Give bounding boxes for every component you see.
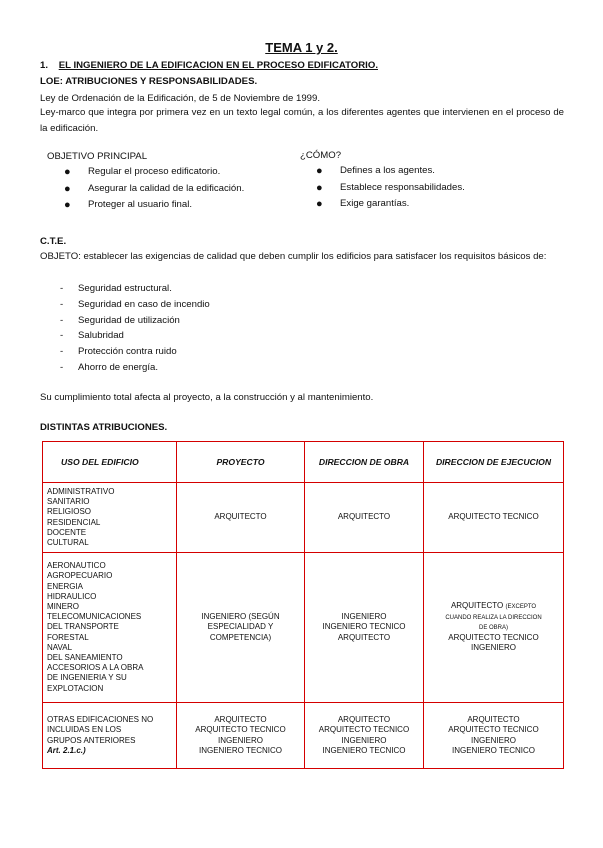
como-heading: ¿CÓMO? [300,150,342,161]
uso-cell: AERONAUTICO AGROPECUARIO ENERGIA HIDRAULICO MINERO TELECOMUNICACIONES DEL TRANSPORTE FORESTAL NAVAL DEL SANEAMIENTO ACCESORIOS A LA OBRA DE INGENIERIA Y SU EXPLOTACION [43,553,177,703]
list-item: ● Regular el proceso edificatorio. [64,164,244,181]
bullet-icon: ● [64,199,71,211]
uso-cell: ADMINISTRATIVO SANITARIO RELIGIOSO RESIDENCIAL DOCENTE CULTURAL [43,483,177,553]
atribuciones-heading: DISTINTAS ATRIBUCIONES. [40,422,168,433]
table-row [43,553,564,703]
proyecto-cell: INGENIERO (SEGÚN ESPECIALIDAD Y COMPETENCIA) [177,553,305,703]
list-item: - Ahorro de energía. [60,361,159,373]
direccion-ejecucion-cell: ARQUITECTO (EXCEPTO CUANDO REALIZA LA DIRECCION DE OBRA) ARQUITECTO TECNICO INGENIERO [424,553,564,703]
list-item: - Salubridad [60,330,124,342]
list-item: ● Establece responsabilidades. [316,180,465,197]
list-item: ● Proteger al usuario final. [64,197,244,214]
section-title: EL INGENIERO DE LA EDIFICACION EN EL PROCESO EDIFICATORIO. [58,60,378,71]
direccion-ejecucion-cell: ARQUITECTO TECNICO [424,483,564,553]
bullet-icon: ● [64,182,71,195]
table-header-row [43,442,564,483]
loe-heading [40,76,257,88]
atribuciones-table [42,441,564,769]
list-item: - Protección contra ruido [60,346,177,358]
bullet-icon: ● [64,166,71,178]
list-item: ● Defines a los agentes. [316,163,465,180]
list-item: - Seguridad en caso de incendio [60,298,210,310]
header-proyecto: PROYECTO [177,442,305,483]
header-direccion-ejecucion: DIRECCION DE EJECUCION [424,442,564,483]
header-direccion-obra: DIRECCION DE OBRA [305,442,424,483]
direccion-obra-cell: ARQUITECTO ARQUITECTO TECNICO INGENIERO INGENIERO TECNICO [305,703,424,769]
objetivo-list [64,164,244,214]
section-heading [40,60,378,72]
cte-objeto-text: establecer las exigencias de calidad que deben cumplir los edificios para satisfacer los requisitos básicos de: [83,251,547,262]
proyecto-cell: ARQUITECTO [177,483,305,553]
uso-cell: OTRAS EDIFICACIONES NO INCLUIDAS EN LOS GRUPOS ANTERIORES Art. 2.1.c.) [43,703,177,769]
loe-description: Ley-marco que integra por primera vez en un texto legal común, a los diferentes agentes que intervienen en el proceso de la edificación. [40,107,564,134]
proyecto-cell: ARQUITECTO ARQUITECTO TECNICO INGENIERO INGENIERO TECNICO [177,703,305,769]
list-item: ● Asegurar la calidad de la edificación. [64,181,244,198]
como-list [316,163,465,213]
cte-heading: C.T.E. [40,236,67,247]
cte-cumplimiento: Su cumplimiento total afecta al proyecto, a la construcción y al mantenimiento. [40,392,374,403]
article-reference: Art. 2.1.c.) [47,745,86,755]
table-row [43,483,564,553]
loe-title: ATRIBUCIONES Y RESPONSABILIDADES. [65,76,258,87]
cte-objeto [40,249,564,265]
cte-objeto-label: OBJETO: [40,251,81,262]
list-item: - Seguridad estructural. [60,283,172,294]
section-number: 1. [40,60,49,71]
header-uso: USO DEL EDIFICIO [43,442,177,483]
objetivo-heading: OBJETIVO PRINCIPAL [47,151,148,162]
bullet-icon: ● [316,198,323,210]
table-row [43,703,564,769]
requisitos-list [40,281,210,376]
direccion-ejecucion-cell: ARQUITECTO ARQUITECTO TECNICO INGENIERO INGENIERO TECNICO [424,703,564,769]
loe-label: LOE: [40,76,63,87]
page-title: TEMA 1 y 2. [265,40,338,55]
loe-law: Ley de Ordenación de la Edificación, de 5 de Noviembre de 1999. [40,93,320,104]
direccion-obra-cell: INGENIERO INGENIERO TECNICO ARQUITECTO [305,553,424,703]
list-item: ● Exige garantías. [316,196,465,213]
direccion-obra-cell: ARQUITECTO [305,483,424,553]
bullet-icon: ● [316,165,323,177]
bullet-icon: ● [316,181,323,194]
list-item: - Seguridad de utilización [60,314,180,326]
